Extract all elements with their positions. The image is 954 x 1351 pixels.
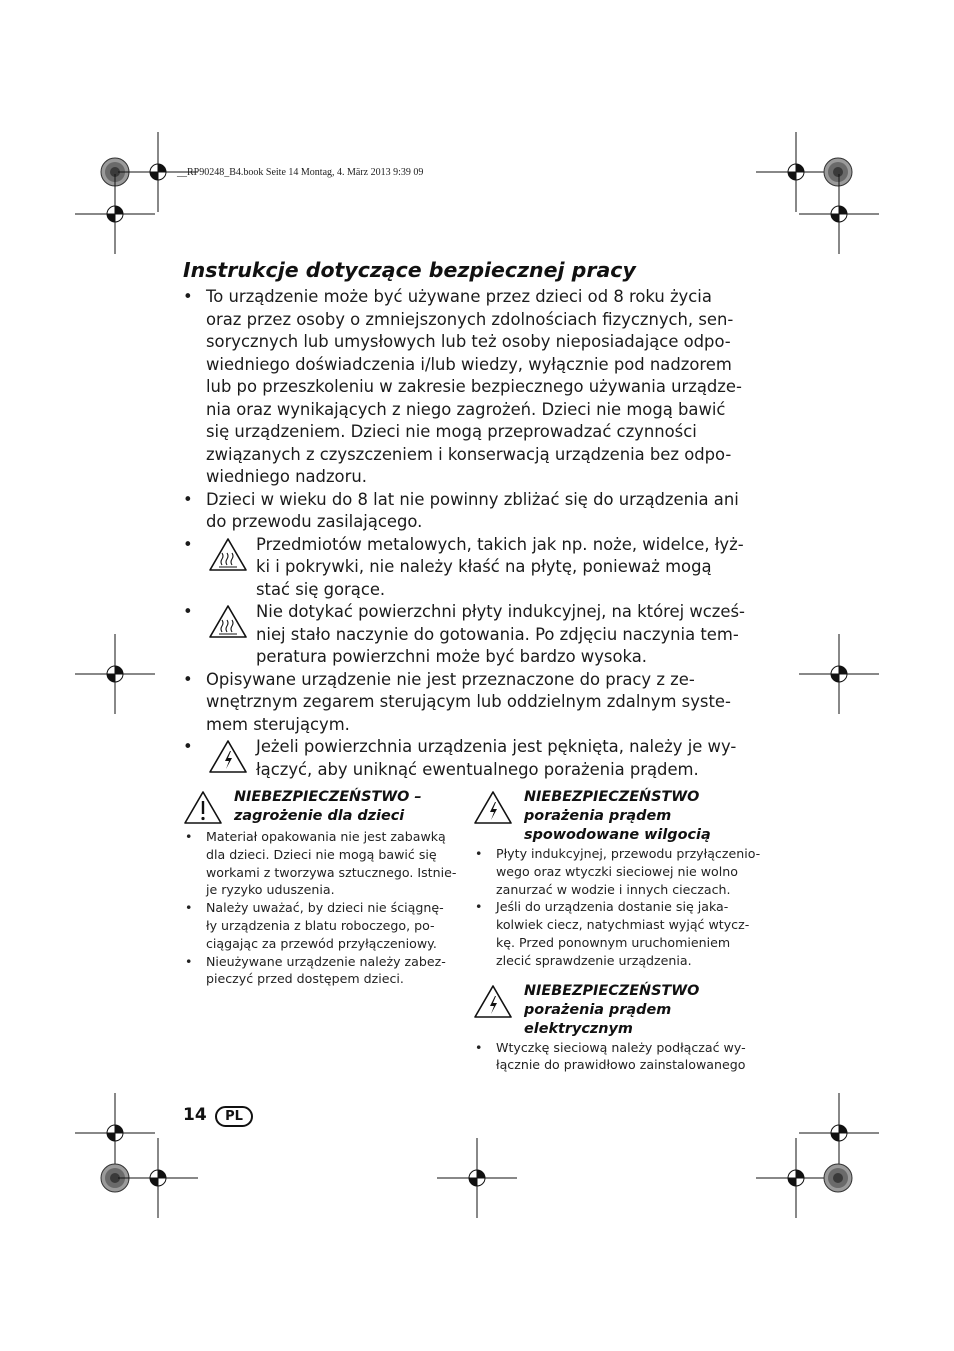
warning-text-line: kolwiek ciecz, natychmiast wyjąć wtycz- — [496, 917, 750, 933]
bullet: • — [185, 900, 193, 916]
instruction-text-line: sorycznych lub umysłowych lub też osoby nieposiadające odpo- — [206, 332, 731, 351]
warning-heading-line: spowodowane wilgocią — [524, 827, 711, 843]
warning-text-line: Wtyczkę sieciową należy podłączać wy- — [496, 1039, 746, 1055]
instruction-item — [183, 286, 753, 489]
instruction-text-line: lub po przeszkoleniu w zakresie bezpiecznego używania urządze- — [206, 377, 742, 396]
instruction-item — [183, 736, 753, 781]
warning-text-line: wego oraz wtyczki sieciowej nie wolno — [496, 863, 738, 879]
crosshair-mark-icon — [75, 634, 155, 714]
instruction-text-line: oraz przez osoby o zmniejszonych zdolnościach fizycznych, sen- — [206, 309, 734, 329]
crosshair-mark-icon — [75, 1093, 155, 1173]
instruction-text-line: łączyć, aby uniknąć ewentualnego porażenia prądem. — [256, 759, 699, 779]
instruction-item — [183, 534, 753, 602]
warning-text-line: Płyty indukcyjnej, przewodu przyłączenio- — [496, 846, 761, 861]
instruction-text-line: wnętrznym zegarem sterującym lub oddzielnym zdalnym syste- — [206, 692, 731, 711]
instruction-text-line: wiedniego nadzoru. — [206, 467, 367, 486]
warning-heading-line: porażenia prądem — [524, 808, 672, 824]
bullet: • — [185, 829, 193, 844]
warning-text-line: kę. Przed ponownym uruchomieniem — [496, 934, 731, 950]
hot-surface-warning-icon — [208, 537, 248, 572]
crosshair-mark-icon — [75, 174, 155, 254]
warning-item — [473, 1039, 745, 1075]
warning-heading — [473, 788, 745, 845]
bullet: • — [475, 1039, 483, 1055]
electric-shock-warning-icon — [473, 984, 513, 1019]
warning-text-line: łącznie do prawidłowo zainstalowanego — [496, 1057, 746, 1073]
bullet: • — [183, 489, 193, 509]
warning-section — [473, 982, 745, 1075]
electric-shock-warning-icon — [473, 790, 513, 825]
instruction-text-line: peratura powierzchni może być bardzo wysoka. — [256, 647, 647, 666]
warning-text-line: ciągając za przewód przyłączeniowy. — [206, 935, 437, 951]
warning-heading-line: NIEBEZPIECZEŃSTWO — [524, 789, 700, 805]
crosshair-mark-icon — [437, 1138, 517, 1218]
warning-text-line: Nieużywane urządzenie należy zabez- — [206, 953, 446, 969]
bullet: • — [475, 846, 483, 861]
instruction-text-line: wiedniego doświadczenia i/lub wiedzy, wyłącznie pod nadzorem — [206, 354, 732, 374]
danger-exclamation-icon — [183, 790, 223, 825]
electric-shock-warning-icon — [208, 739, 248, 774]
crosshair-mark-icon — [799, 1093, 879, 1173]
crosshair-mark-icon — [799, 634, 879, 714]
instruction-text-line: się urządzeniem. Dzieci nie mogą przeprowadzać czynności — [206, 422, 697, 441]
instruction-text-line: To urządzenie może być używane przez dzieci od 8 roku życia — [206, 287, 712, 306]
warning-text-line: Jeśli do urządzenia dostanie się jaka- — [496, 899, 729, 915]
warning-text-line: ły urządzenia z blatu roboczego, po- — [206, 917, 435, 933]
warning-text-line: je ryzyko uduszenia. — [206, 882, 335, 898]
bullet: • — [185, 953, 193, 969]
instruction-text-line: Jeżeli powierzchnia urządzenia jest pęknięta, należy je wy- — [256, 737, 737, 756]
instruction-text-line: Przedmiotów metalowych, takich jak np. noże, widelce, łyż- — [256, 534, 744, 554]
instruction-text-line: Nie dotykać powierzchni płyty indukcyjnej, na której wcześ- — [256, 602, 745, 621]
warning-section — [183, 788, 455, 988]
crosshair-mark-icon — [118, 1138, 198, 1218]
instruction-text-line: Opisywane urządzenie nie jest przeznaczone do pracy z ze- — [206, 669, 695, 689]
instruction-item — [183, 669, 753, 737]
registration-wheel-icon — [824, 1164, 852, 1192]
instruction-text-line: niej stało naczynie do gotowania. Po zdjęciu naczynia tem- — [256, 624, 739, 644]
page-number: 14 — [183, 1105, 207, 1125]
warning-text-line: workami z tworzywa sztucznego. Istnie- — [206, 864, 457, 880]
safety-instructions-list — [183, 286, 753, 781]
instruction-item — [183, 489, 753, 534]
warning-list — [473, 1039, 745, 1075]
warning-item — [183, 899, 455, 952]
warning-text-line: zlecić sprawdzenie urządzenia. — [496, 952, 692, 968]
bullet: • — [183, 287, 193, 306]
warning-text-line: dla dzieci. Dzieci nie mogą bawić się — [206, 846, 437, 862]
warning-item — [183, 828, 455, 899]
instruction-text-line: ki i pokrywki, nie należy kłaść na płytę, ponieważ mogą — [256, 557, 712, 576]
registration-wheel-icon — [824, 158, 852, 186]
book-file-info: __RP90248_B4.book Seite 14 Montag, 4. März 2013 9:39 09 — [177, 167, 424, 178]
crosshair-mark-icon — [799, 174, 879, 254]
warning-item — [473, 845, 761, 898]
instruction-text-line: do przewodu zasilającego. — [206, 512, 423, 531]
bullet: • — [183, 737, 193, 756]
danger-children-section — [183, 788, 455, 988]
warning-list — [183, 828, 455, 988]
warning-section — [473, 788, 761, 970]
warning-heading — [473, 982, 745, 1039]
instruction-text-line: nia oraz wynikających z niego zagrożeń. Dzieci nie mogą bawić — [206, 399, 726, 419]
warning-heading-line: zagrożenie dla dzieci — [234, 808, 405, 824]
warning-heading-line: NIEBEZPIECZEŃSTWO – — [234, 789, 422, 805]
warning-text-line: zanurzać w wodzie i innych cieczach. — [496, 881, 731, 897]
warning-heading-line: elektrycznym — [524, 1020, 633, 1037]
warning-text-line: Należy uważać, by dzieci nie ściągnę- — [206, 900, 444, 916]
bullet: • — [183, 669, 193, 689]
warning-text-line: Materiał opakowania nie jest zabawką — [206, 829, 446, 844]
warning-text-line: pieczyć przed dostępem dzieci. — [206, 971, 404, 987]
language-badge: PL — [215, 1106, 253, 1127]
instruction-item — [183, 601, 753, 669]
page-title: Instrukcje dotyczące bezpiecznej pracy — [183, 258, 636, 282]
warning-heading-line: NIEBEZPIECZEŃSTWO — [524, 982, 700, 999]
instruction-text-line: stać się gorące. — [256, 579, 386, 599]
electric-shock-sections — [473, 788, 761, 1074]
instruction-text-line: związanych z czyszczeniem i konserwacją urządzenia bez odpo- — [206, 444, 732, 464]
instruction-text-line: Dzieci w wieku do 8 lat nie powinny zbliżać się do urządzenia ani — [206, 489, 739, 509]
warning-list — [473, 845, 761, 970]
warning-heading-line: porażenia prądem — [524, 1001, 672, 1018]
instruction-text-line: mem sterującym. — [206, 714, 350, 734]
bullet: • — [183, 602, 193, 621]
warning-heading — [183, 788, 455, 828]
bullet: • — [475, 899, 483, 915]
hot-surface-warning-icon — [208, 604, 248, 639]
bullet: • — [183, 534, 193, 554]
warning-item — [473, 898, 750, 969]
warning-item — [183, 953, 455, 989]
